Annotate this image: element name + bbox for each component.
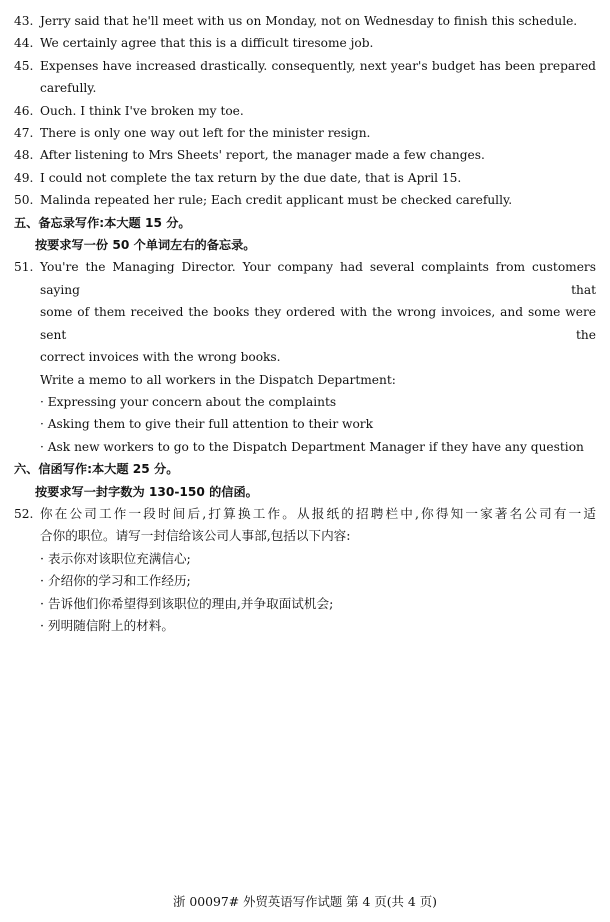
question-text: We certainly agree that this is a difficult tiresome job.: [40, 36, 374, 51]
question-number: 51.: [14, 260, 34, 275]
question-number: 50.: [14, 193, 34, 208]
question-48: [14, 144, 596, 166]
memo-bullet: · Asking them to give their full attention to their work: [40, 417, 373, 432]
question-number: 49.: [14, 170, 34, 185]
question-text-line: correct invoices with the wrong books.: [40, 350, 281, 365]
question-number: 48.: [14, 148, 34, 163]
question-text-line: You're the Managing Director. Your company had several complaints from customers saying that: [40, 260, 596, 297]
question-number: 52.: [14, 506, 34, 521]
question-text-line: 你在公司工作一段时间后,打算换工作。从报纸的招聘栏中,你得知一家著名公司有一适: [40, 505, 596, 521]
question-45: [14, 55, 596, 100]
question-text-line: carefully.: [40, 81, 97, 96]
question-text: Malinda repeated her rule; Each credit applicant must be checked carefully.: [40, 193, 513, 208]
section-five-heading: 五、备忘录写作:本大题 15 分。: [14, 215, 191, 230]
question-text: Jerry said that he'll meet with us on Monday, not on Wednesday to finish this schedule.: [40, 14, 578, 28]
question-51: [14, 256, 596, 368]
letter-bullet: · 列明随信附上的材料。: [40, 617, 174, 633]
memo-prompt: Write a memo to all workers in the Dispatch Department:: [40, 372, 396, 387]
question-text-line: 合你的职位。请写一封信给该公司人事部,包括以下内容:: [40, 528, 351, 544]
letter-bullet: · 表示你对该职位充满信心;: [40, 550, 191, 566]
question-44: [14, 32, 596, 54]
question-text-block: [40, 55, 596, 100]
question-43: [14, 10, 596, 32]
question-number: 45.: [14, 58, 34, 73]
memo-bullet: · Expressing your concern about the complaints: [40, 394, 337, 409]
letter-bullet: · 介绍你的学习和工作经历;: [40, 573, 191, 589]
question-text: There is only one way out left for the minister resign.: [40, 126, 371, 141]
question-52: [14, 503, 596, 548]
question-text-line: Expenses have increased drastically. consequently, next year's budget has been prepared: [40, 58, 596, 73]
section-six-instruction: 按要求写一封字数为 130-150 的信函。: [35, 484, 258, 499]
question-text-line: some of them received the books they ordered with the wrong invoices, and some were sent the: [40, 305, 596, 342]
question-50: [14, 189, 596, 211]
question-text: I could not complete the tax return by the due date, that is April 15.: [40, 170, 462, 185]
page-content: [14, 10, 596, 637]
section-five-instruction: 按要求写一份 50 个单词左右的备忘录。: [35, 238, 256, 253]
question-number: 44.: [14, 36, 34, 51]
question-47: [14, 122, 596, 144]
section-six-heading: 六、信函写作:本大题 25 分。: [14, 462, 179, 477]
page-footer: 浙 00097# 外贸英语写作试题 第 4 页(共 4 页): [173, 894, 437, 909]
letter-bullet: · 告诉他们你希望得到该职位的理由,并争取面试机会;: [40, 595, 334, 611]
question-text: Ouch. I think I've broken my toe.: [40, 103, 244, 118]
question-46: [14, 100, 596, 122]
question-number: 43.: [14, 14, 34, 28]
question-text-block: [40, 503, 596, 548]
question-text-block: [40, 256, 596, 368]
question-text: After listening to Mrs Sheets' report, the manager made a few changes.: [40, 148, 485, 163]
question-number: 47.: [14, 126, 34, 141]
question-number: 46.: [14, 103, 34, 118]
memo-bullet: · Ask new workers to go to the Dispatch Department Manager if they have any question: [40, 439, 584, 454]
question-49: [14, 167, 596, 189]
